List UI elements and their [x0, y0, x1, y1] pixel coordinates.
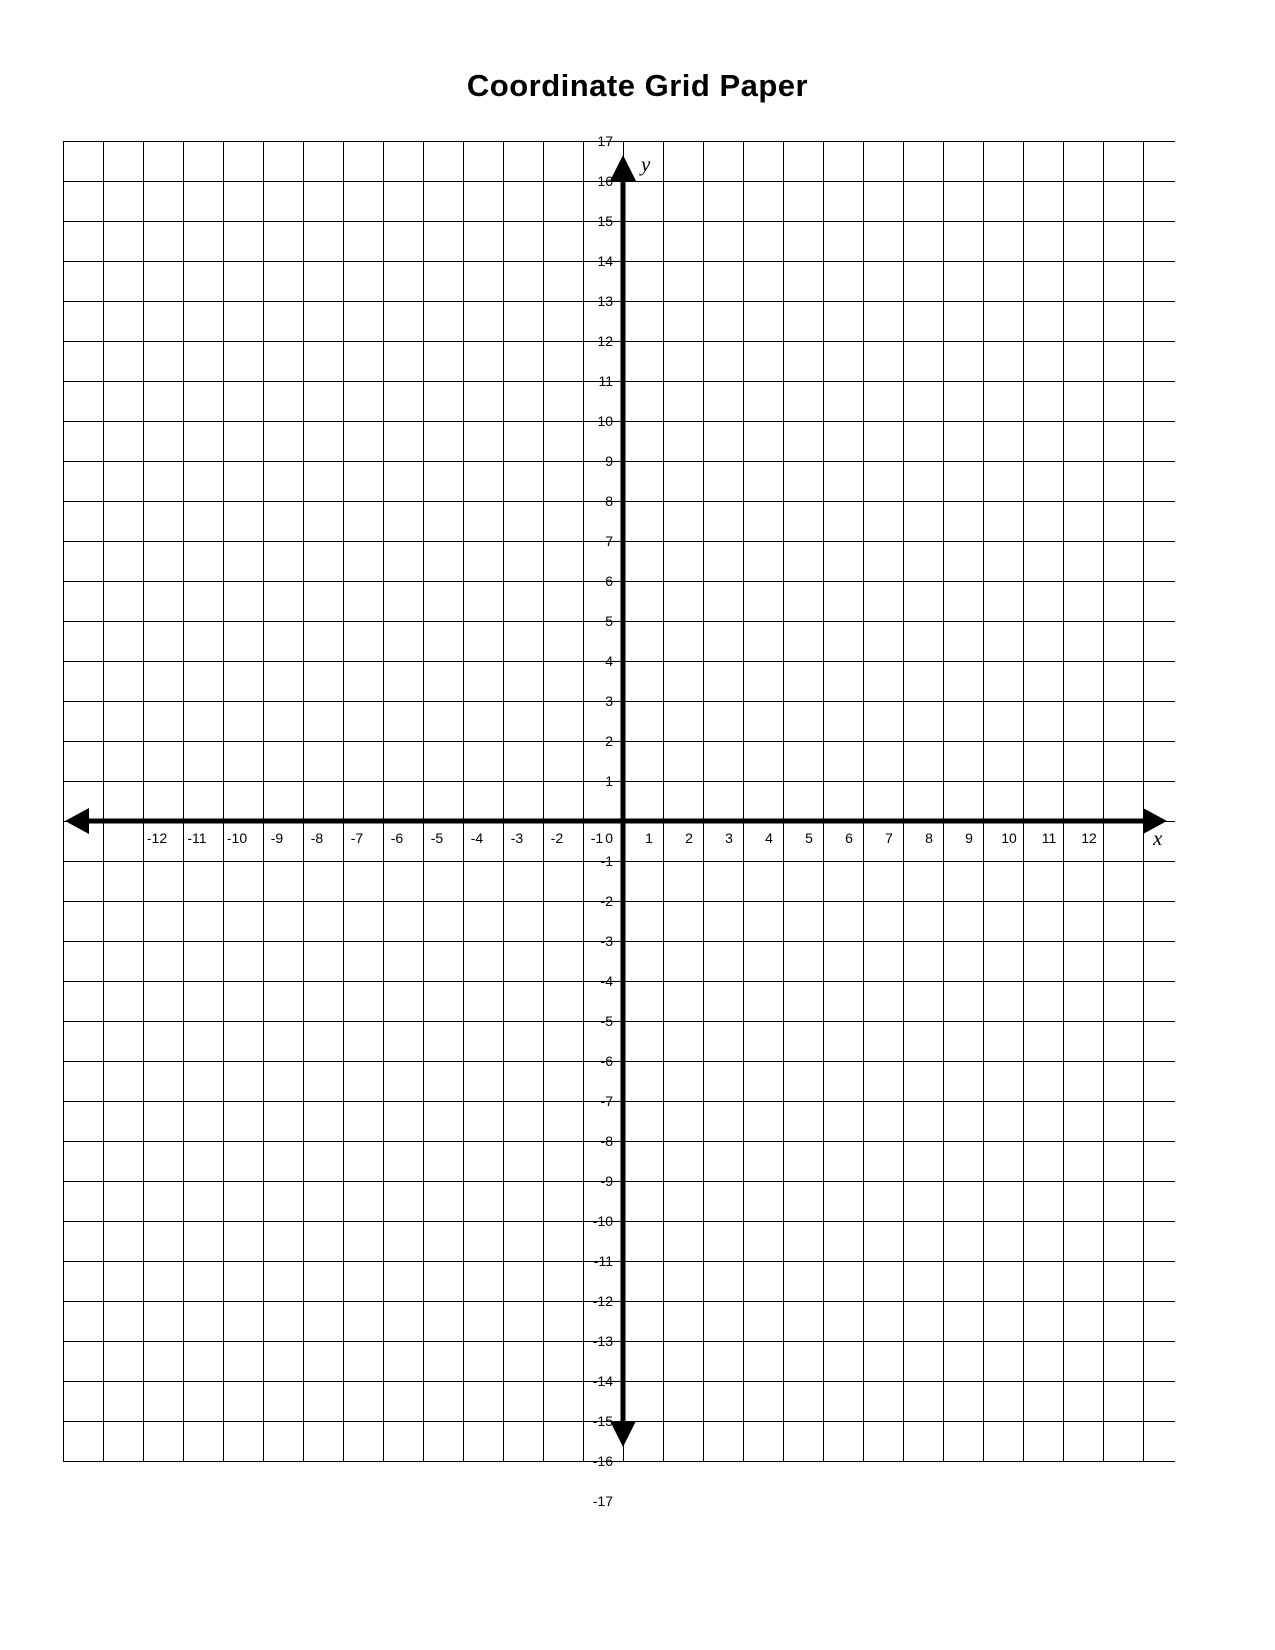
tick-label-y--14: -14: [592, 1373, 613, 1389]
tick-label-y-2: 2: [605, 733, 613, 749]
tick-label-x--2: -2: [550, 830, 564, 846]
tick-label-y--11: -11: [593, 1253, 613, 1269]
tick-label-y--15: -15: [592, 1413, 613, 1429]
tick-label-y--9: -9: [600, 1173, 613, 1189]
tick-label-x--10: -10: [226, 830, 248, 846]
tick-label-y--5: -5: [600, 1013, 613, 1029]
tick-label-y--13: -13: [592, 1333, 613, 1349]
tick-label-y-5: 5: [605, 613, 613, 629]
x-axis-arrow-left: [65, 808, 89, 834]
tick-label-x--8: -8: [310, 830, 324, 846]
page-title: Coordinate Grid Paper: [466, 68, 809, 103]
tick-label-y-14: 14: [597, 253, 613, 269]
tick-label-x-5: 5: [805, 830, 813, 846]
tick-label-y--1: -1: [600, 853, 613, 869]
tick-label-y--12: -12: [592, 1293, 613, 1309]
tick-label-y-17: 17: [597, 133, 613, 149]
tick-label-y--16: -16: [592, 1453, 613, 1469]
tick-label-x-1: 1: [645, 830, 653, 846]
tick-label-x--3: -3: [510, 830, 524, 846]
tick-label-y-7: 7: [605, 533, 613, 549]
tick-label-y--2: -2: [600, 893, 613, 909]
tick-label-y-6: 6: [605, 573, 613, 589]
tick-label-y-15: 15: [597, 213, 613, 229]
tick-label-y--10: -10: [592, 1213, 613, 1229]
tick-label-x-10: 10: [1001, 830, 1017, 846]
tick-label-y--6: -6: [600, 1053, 613, 1069]
tick-label-y-10: 10: [597, 413, 613, 429]
grid-lines: [63, 141, 1175, 1462]
tick-label-x-6: 6: [845, 830, 853, 846]
grid-svg: [63, 133, 1175, 1509]
tick-label-x-9: 9: [965, 830, 973, 846]
tick-label-x-11: 11: [1041, 830, 1057, 846]
tick-label-x--12: -12: [146, 830, 168, 846]
tick-label-x--9: -9: [270, 830, 284, 846]
tick-label-x--7: -7: [350, 830, 364, 846]
coordinate-grid: [63, 133, 1175, 1509]
tick-label-y-8: 8: [605, 493, 613, 509]
tick-label-y-9: 9: [605, 453, 613, 469]
tick-label-y-1: 1: [605, 773, 613, 789]
tick-label-x--4: -4: [470, 830, 484, 846]
tick-label-y-11: 11: [598, 373, 613, 389]
tick-label-x-7: 7: [885, 830, 893, 846]
tick-label-origin: 0: [605, 830, 613, 846]
axes: [65, 155, 1167, 1447]
tick-label-x--6: -6: [390, 830, 404, 846]
tick-label-y--8: -8: [600, 1133, 613, 1149]
tick-label-y-12: 12: [597, 333, 613, 349]
tick-label-x-3: 3: [725, 830, 733, 846]
tick-label-y--4: -4: [600, 973, 613, 989]
tick-label-y-3: 3: [605, 693, 613, 709]
tick-label-y-13: 13: [597, 293, 613, 309]
tick-label-y-4: 4: [605, 653, 613, 669]
x-axis-label: x: [1153, 826, 1163, 850]
y-axis-arrow-up: [610, 155, 636, 181]
tick-label-x-2: 2: [685, 830, 693, 846]
tick-label-y--17: -17: [592, 1493, 613, 1509]
tick-label-x-12: 12: [1081, 830, 1097, 846]
tick-label-y--3: -3: [600, 933, 613, 949]
tick-label-y-16: 16: [597, 173, 613, 189]
tick-label-x--1: -1: [590, 830, 604, 846]
tick-label-x-4: 4: [765, 830, 773, 846]
tick-label-y--7: -7: [600, 1093, 613, 1109]
tick-label-x-8: 8: [925, 830, 933, 846]
y-axis-label: y: [641, 152, 651, 176]
tick-label-x--11: -11: [187, 830, 207, 846]
tick-label-x--5: -5: [430, 830, 444, 846]
y-axis-arrow-down: [610, 1421, 636, 1447]
